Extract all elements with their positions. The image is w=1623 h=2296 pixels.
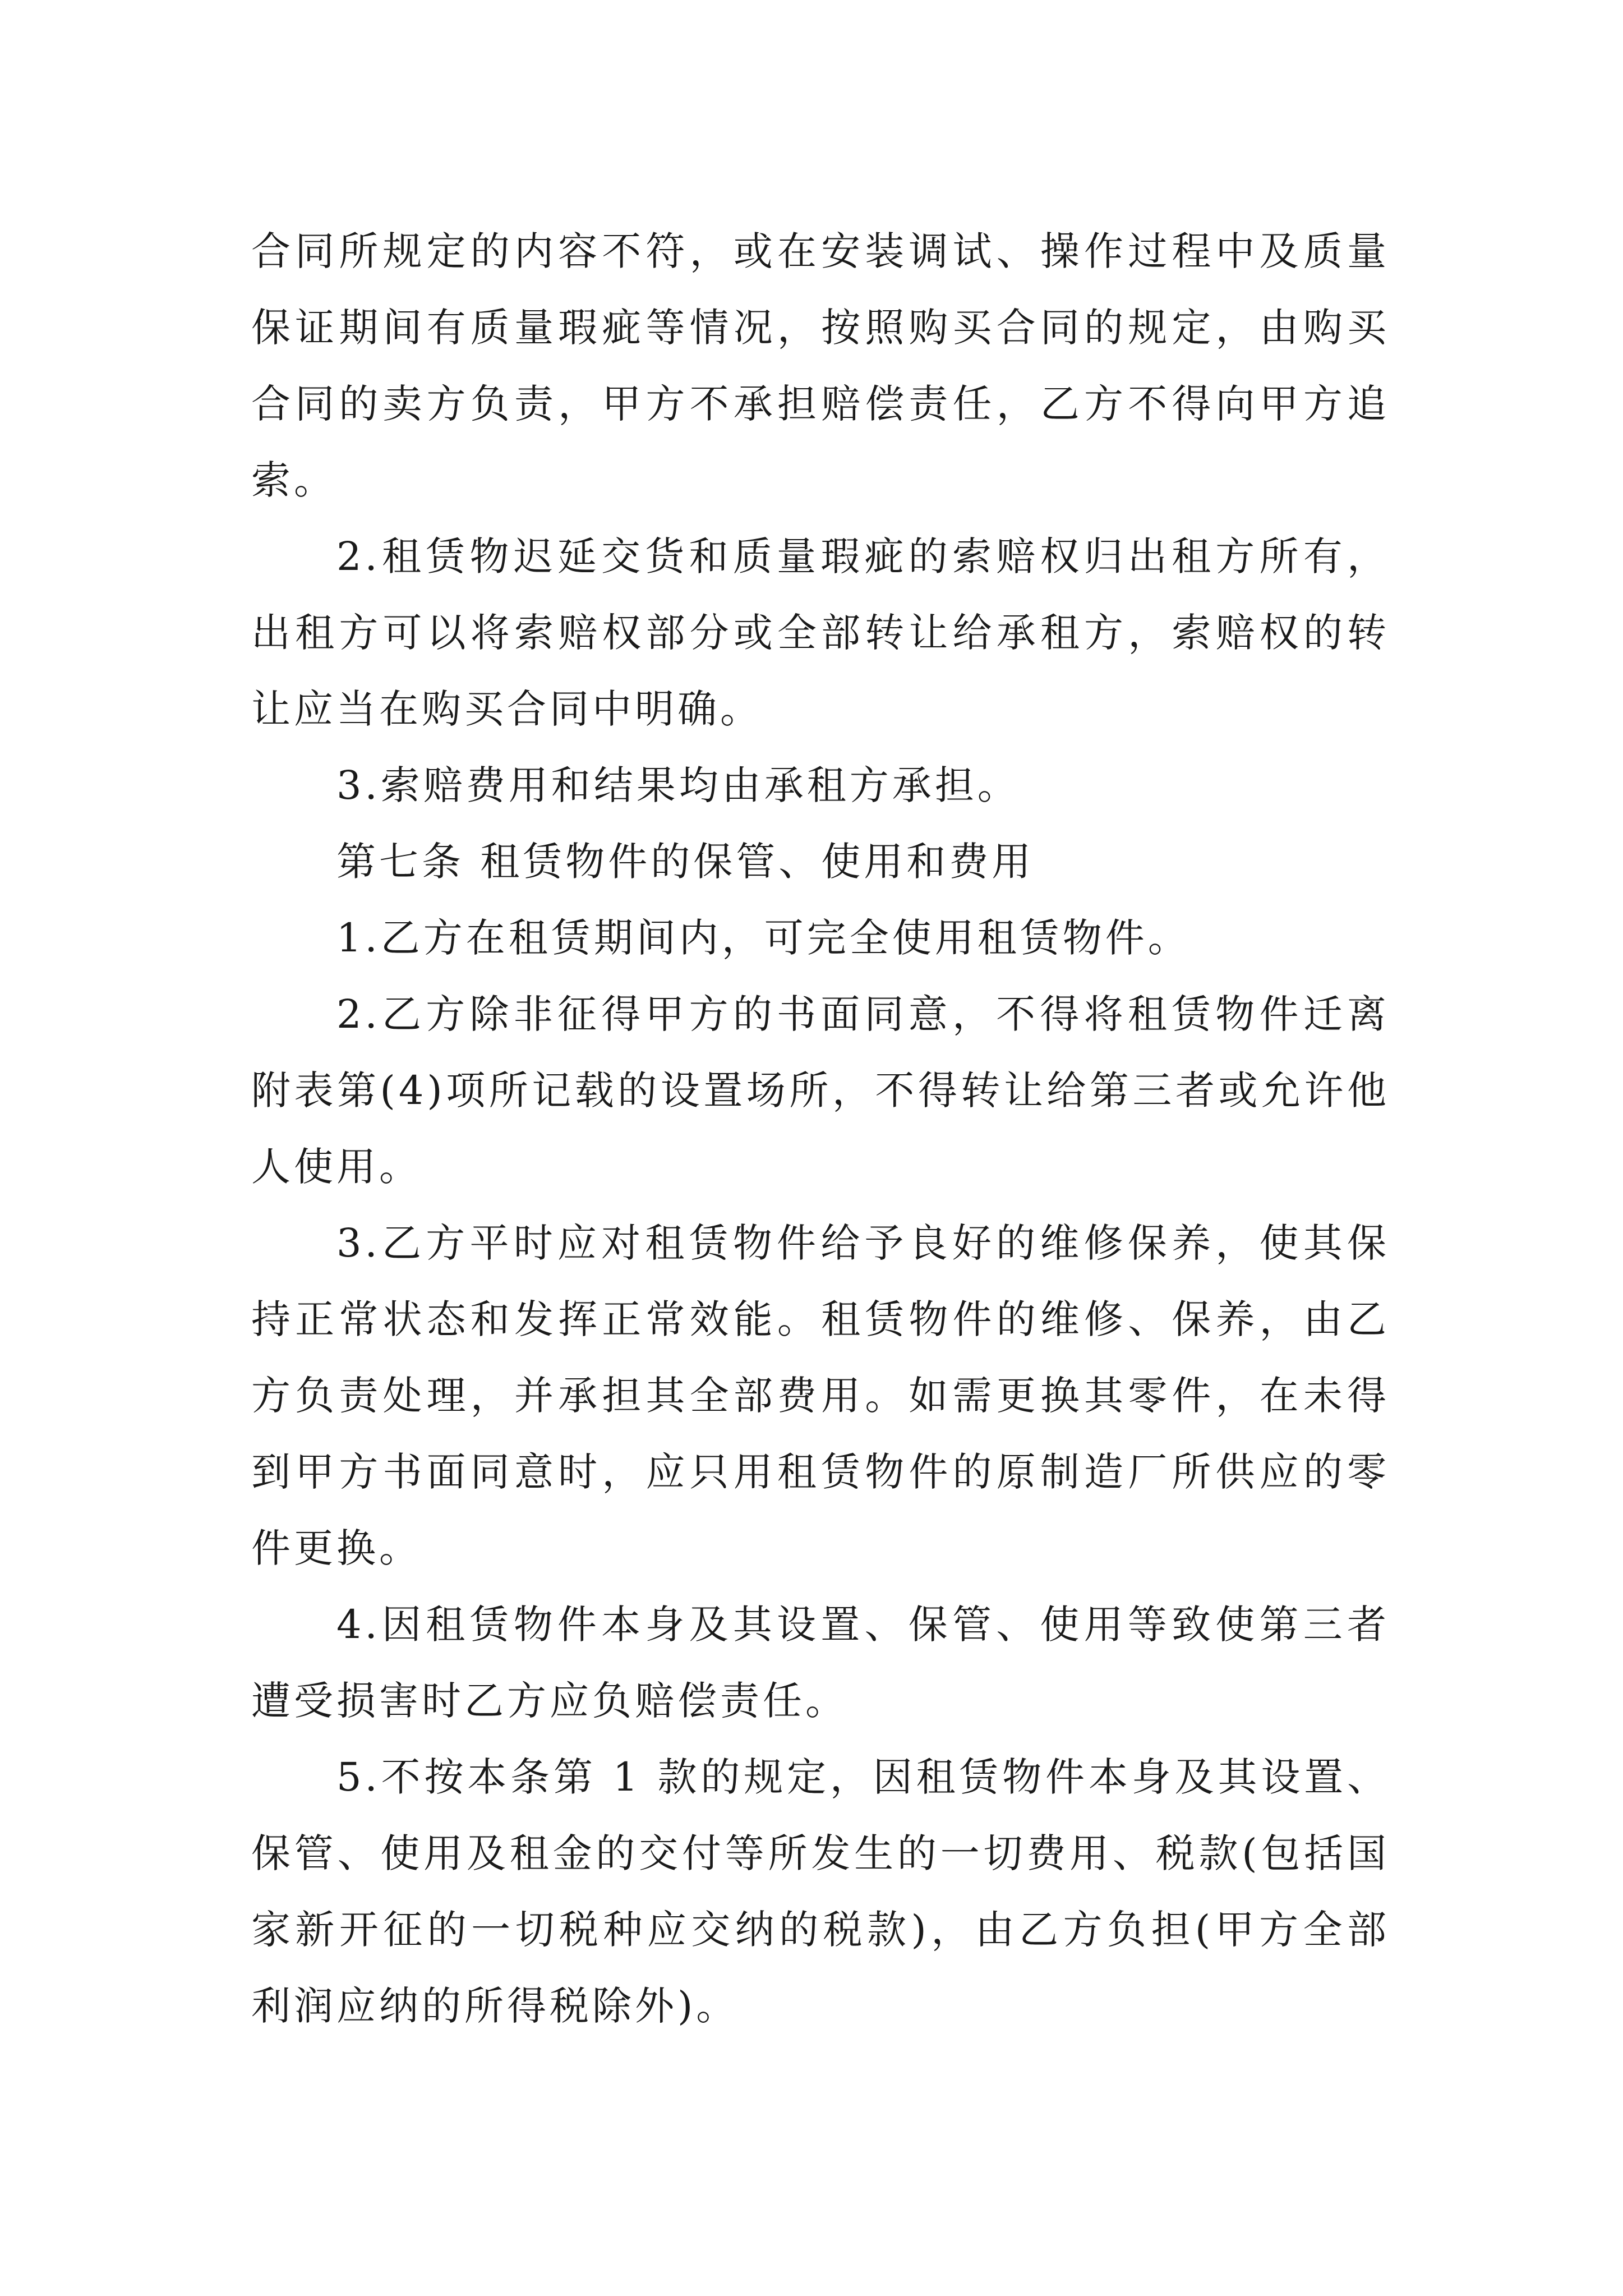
paragraph-claim-rights: 2.租赁物迟延交货和质量瑕疵的索赔权归出租方所有，出租方可以将索赔权部分或全部转让给承租方，索赔权的转让应当在购买合同中明确。	[251, 533, 1390, 732]
article-7-heading: 第七条 租赁物件的保管、使用和费用	[336, 839, 1035, 885]
paragraph-article-7-item-5: 5.不按本条第 1 款的规定，因租赁物件本身及其设置、保管、使用及租金的交付等所发生的一切费用、税款(包括国家新开征的一切税种应交纳的税款)，由乙方负担(甲方全部利润应纳的所得税除外)。	[251, 1754, 1390, 2029]
paragraph-continuation: 合同所规定的内容不符，或在安装调试、操作过程中及质量保证期间有质量瑕疵等情况，按照购买合同的规定，由购买合同的卖方负责，甲方不承担赔偿责任，乙方不得向甲方追索。	[251, 228, 1390, 503]
paragraph-claim-costs: 3.索赔费用和结果均由承租方承担。	[336, 762, 1020, 808]
paragraph-article-7-item-2: 2.乙方除非征得甲方的书面同意，不得将租赁物件迁离附表第(4)项所记载的设置场所，不得转让给第三者或允许他人使用。	[251, 991, 1390, 1190]
paragraph-article-7-item-1: 1.乙方在租赁期间内，可完全使用租赁物件。	[336, 915, 1191, 961]
paragraph-article-7-item-3: 3.乙方平时应对租赁物件给予良好的维修保养，使其保持正常状态和发挥正常效能。租赁物件的维修、保养，由乙方负责处理，并承担其全部费用。如需更换其零件，在未得到甲方书面同意时，应只用租赁物件的原制造厂所供应的零件更换。	[251, 1220, 1390, 1571]
paragraph-article-7-item-4: 4.因租赁物件本身及其设置、保管、使用等致使第三者遭受损害时乙方应负赔偿责任。	[251, 1602, 1390, 1724]
document-body	[251, 213, 1390, 2044]
